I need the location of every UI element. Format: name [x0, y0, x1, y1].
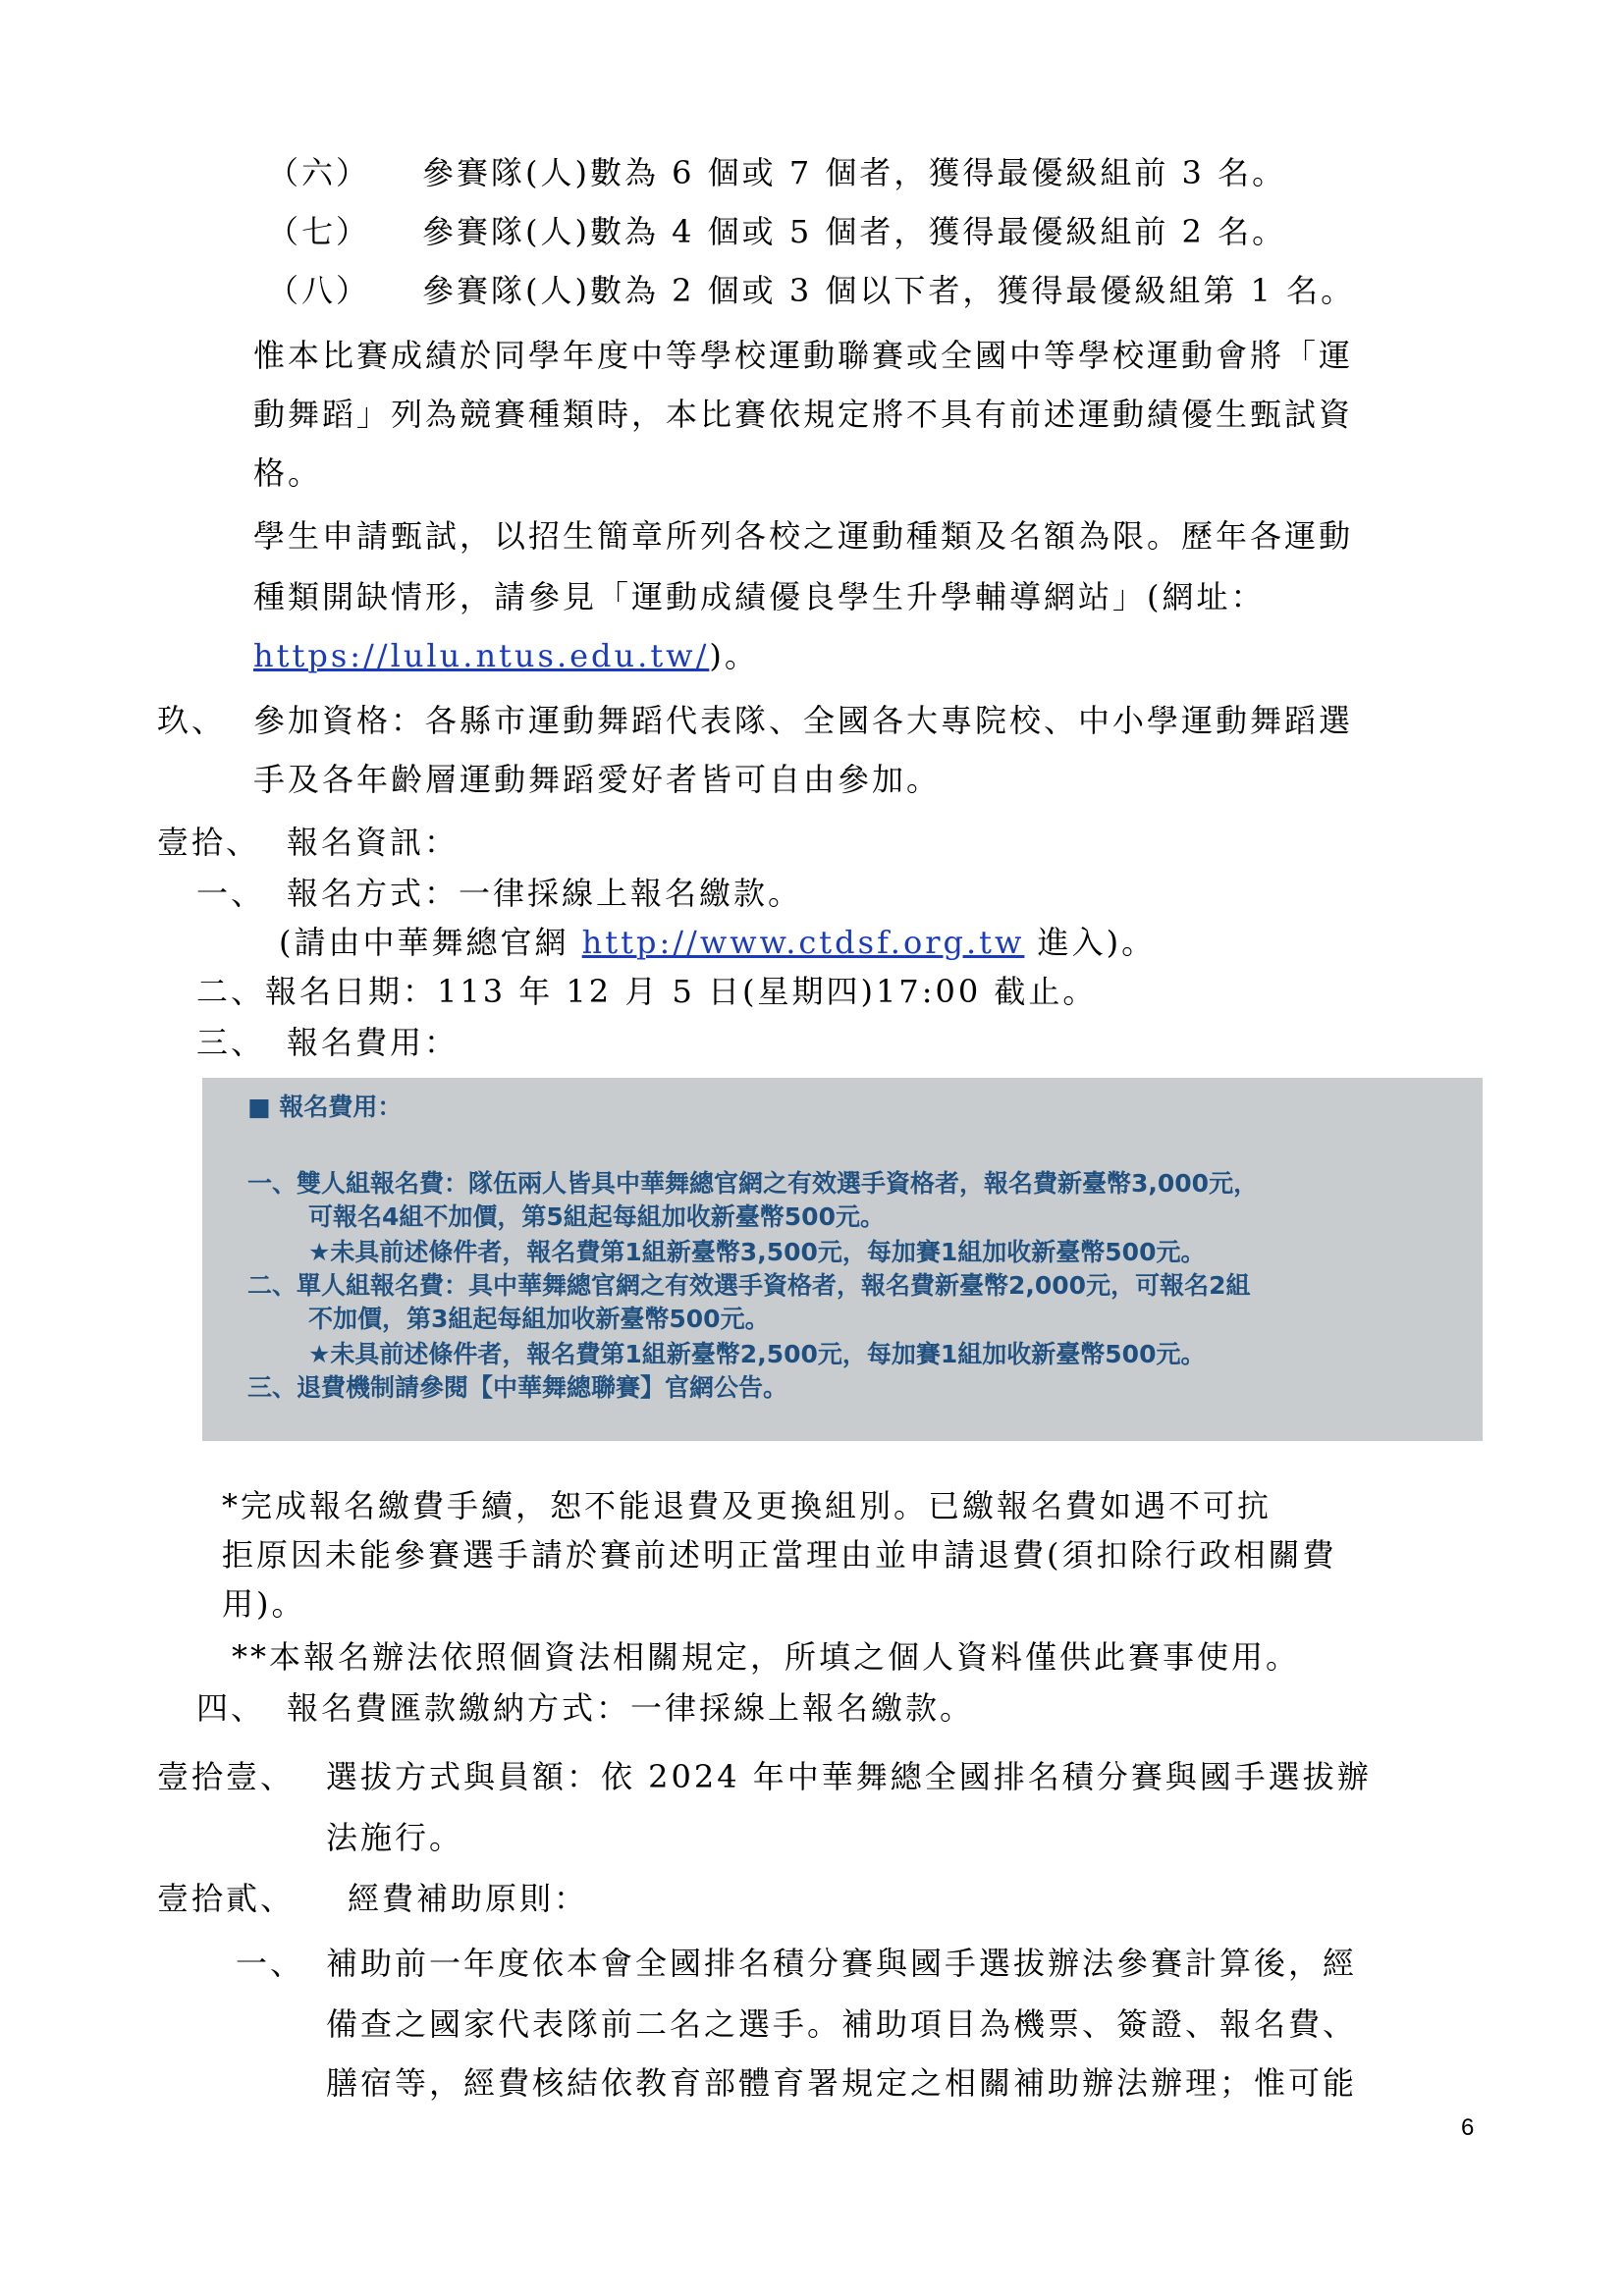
section-10-item1-sub: [279, 921, 1156, 964]
section-12-title: 經費補助原則：: [348, 1880, 589, 1917]
sub-pre: (請由中華舞總官網: [279, 924, 569, 961]
item-label-7: （七）: [267, 213, 371, 250]
section-10-item4-number: 四、: [196, 1689, 266, 1727]
section-11-line1: 選拔方式與員額：依 2024 年中華舞總全國排名積分賽與國手選拔辦: [326, 1758, 1372, 1795]
para1-line3: 格。: [253, 454, 323, 492]
section-10-item1-text: 報名方式：一律採線上報名繳款。: [287, 875, 803, 912]
fee-box-line1: 一、雙人組報名費：隊伍兩人皆具中華舞總官網之有效選手資格者，報名費新臺幣3,000元，: [247, 1169, 1259, 1198]
para1-line1: 惟本比賽成績於同學年度中等學校運動聯賽或全國中等學校運動會將「運: [253, 337, 1354, 374]
para2-line3: [253, 634, 759, 677]
note1-line3: 用)。: [222, 1585, 306, 1623]
section-12-item1-line1: 補助前一年度依本會全國排名積分賽與國手選拔辦法參賽計算後，經: [326, 1945, 1358, 1982]
sub-post: 進入)。: [1037, 924, 1157, 961]
tutoring-site-link[interactable]: https://lulu.ntus.edu.tw/: [253, 637, 710, 674]
item-label-8: （八）: [267, 272, 371, 309]
section-9-line2: 手及各年齡層運動舞蹈愛好者皆可自由參加。: [253, 761, 942, 798]
page-number: 6: [1461, 2114, 1475, 2141]
fee-info-box: [202, 1078, 1483, 1441]
para1-line2: 動舞蹈」列為競賽種類時，本比賽依規定將不具有前述運動績優生甄試資: [253, 396, 1354, 433]
note2: **本報名辦法依照個資法相關規定，所填之個人資料僅供此賽事使用。: [232, 1638, 1301, 1676]
item-label-6: （六）: [267, 154, 371, 191]
section-10-item4-text: 報名費匯款繳納方式：一律採線上報名繳款。: [287, 1689, 975, 1727]
fee-box-line6: ★未具前述條件者，報名費第1組新臺幣2,500元，每加賽1組加收新臺幣500元。: [308, 1340, 1206, 1368]
ctdsf-website-link[interactable]: http://www.ctdsf.org.tw: [581, 924, 1025, 961]
para2-line1: 學生申請甄試，以招生簡章所列各校之運動種類及名額為限。歷年各運動: [253, 517, 1354, 555]
section-10-number: 壹拾、: [157, 824, 261, 861]
section-12-item1-line2: 備查之國家代表隊前二名之選手。補助項目為機票、簽證、報名費、: [326, 2005, 1358, 2043]
section-11-number: 壹拾壹、: [157, 1758, 296, 1795]
section-11-line2: 法施行。: [326, 1819, 464, 1856]
item-text-6: 參賽隊(人)數為 6 個或 7 個者，獲得最優級組前 3 名。: [422, 154, 1287, 191]
note1-line2: 拒原因未能參賽選手請於賽前述明正當理由並申請退費(須扣除行政相關費: [222, 1536, 1337, 1574]
section-12-number: 壹拾貳、: [157, 1880, 296, 1917]
section-12-item1-number: 一、: [236, 1945, 305, 1982]
fee-box-line5: 不加價，第3組起每組加收新臺幣500元。: [308, 1305, 770, 1333]
item-text-8: 參賽隊(人)數為 2 個或 3 個以下者，獲得最優級組第 1 名。: [422, 272, 1356, 309]
section-10-item3-number: 三、: [196, 1024, 266, 1061]
fee-box-line3: ★未具前述條件者，報名費第1組新臺幣3,500元，每加賽1組加收新臺幣500元。: [308, 1238, 1206, 1266]
note1-line1: *完成報名繳費手續，恕不能退費及更換組別。已繳報名費如遇不可抗: [222, 1487, 1272, 1524]
section-9-number: 玖、: [157, 702, 227, 739]
fee-box-line2: 可報名4組不加價，第5組起每組加收新臺幣500元。: [308, 1202, 885, 1231]
fee-box-line7: 三、退費機制請參閱【中華舞總聯賽】官網公告。: [247, 1373, 788, 1402]
fee-box-heading: ■ 報名費用：: [247, 1093, 403, 1121]
para2-line2: 種類開缺情形，請參見「運動成績優良學生升學輔導網站」(網址：: [253, 578, 1266, 615]
fee-box-line4: 二、單人組報名費：具中華舞總官網之有效選手資格者，報名費新臺幣2,000元，可報名2組: [247, 1271, 1251, 1300]
section-10-item1-number: 一、: [196, 875, 266, 912]
section-10-title: 報名資訊：: [287, 824, 460, 861]
section-10-item2: 二、報名日期：113 年 12 月 5 日(星期四)17:00 截止。: [196, 973, 1098, 1010]
section-9-line1: 參加資格：各縣市運動舞蹈代表隊、全國各大專院校、中小學運動舞蹈選: [253, 702, 1354, 739]
section-10-item3-text: 報名費用：: [287, 1024, 460, 1061]
para2-end: )。: [709, 637, 759, 674]
item-text-7: 參賽隊(人)數為 4 個或 5 個者，獲得最優級組前 2 名。: [422, 213, 1287, 250]
section-12-item1-line3: 膳宿等，經費核結依教育部體育署規定之相關補助辦法辦理；惟可能: [326, 2064, 1358, 2102]
